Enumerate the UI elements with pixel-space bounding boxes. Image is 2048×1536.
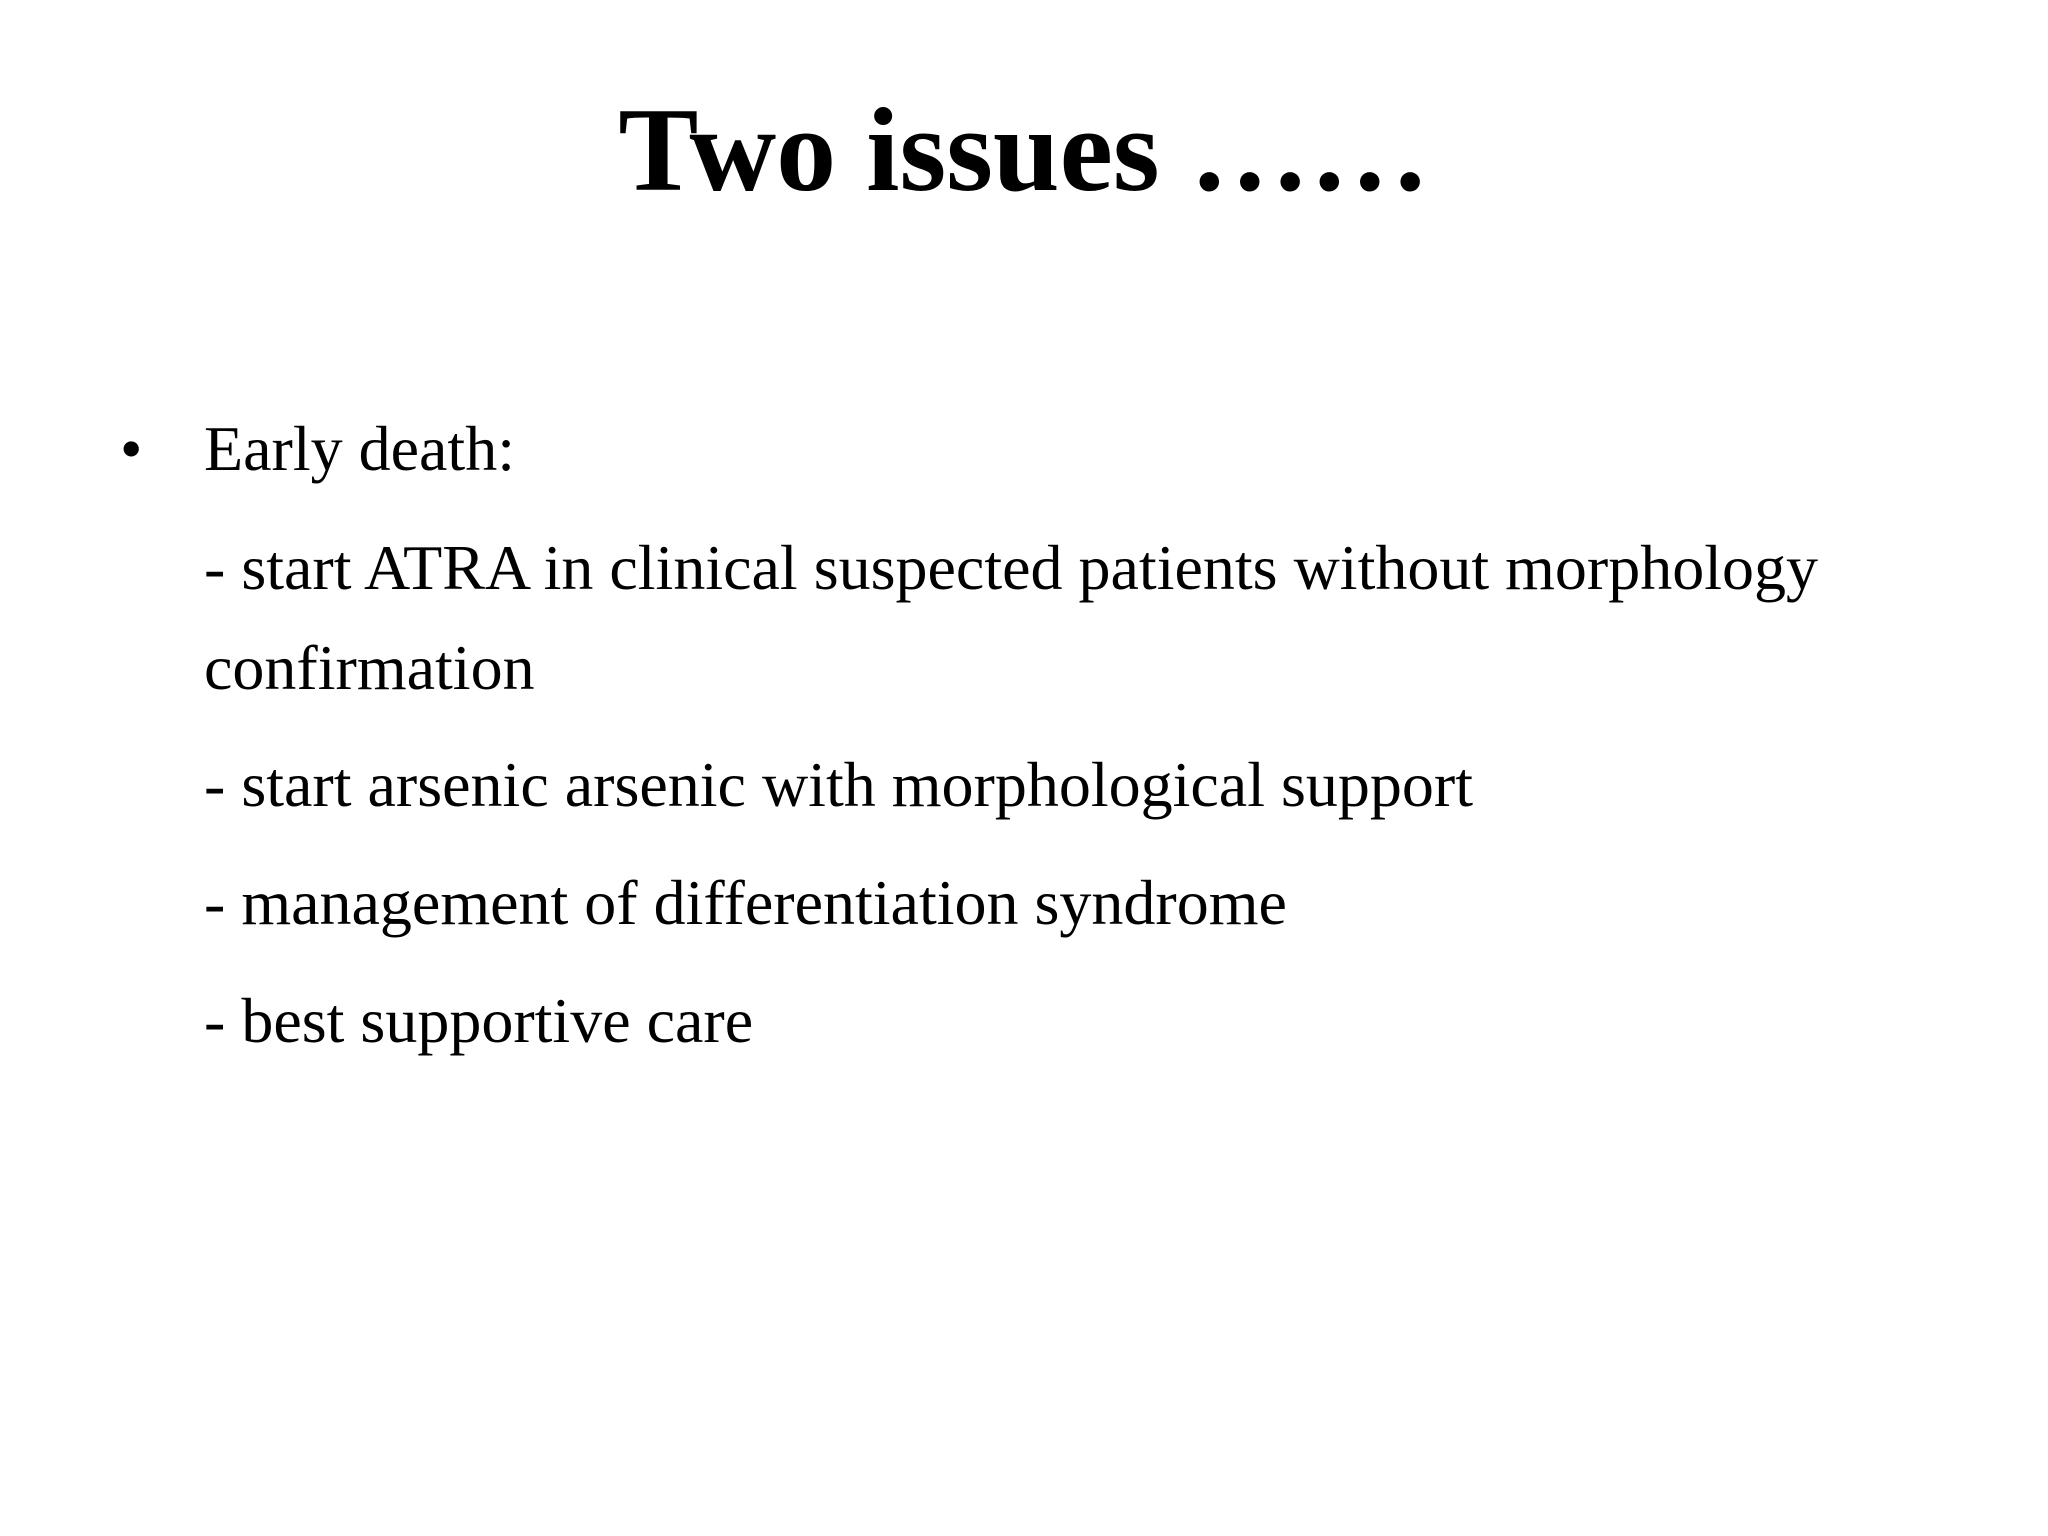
sub-item-differentiation-syndrome: - management of differentiation syndrome (204, 867, 1287, 938)
sub-item-start-atra: - start ATRA in clinical suspected patients without morphology confirmation (204, 532, 1818, 703)
bullet-label: Early death: (204, 413, 515, 484)
sub-item-start-arsenic: - start arsenic arsenic with morphological support (204, 749, 1473, 820)
slide-title: Two issues …… (618, 83, 1430, 216)
sub-item-supportive-care: - best supportive care (204, 985, 754, 1056)
bullet-icon: • (120, 413, 143, 484)
